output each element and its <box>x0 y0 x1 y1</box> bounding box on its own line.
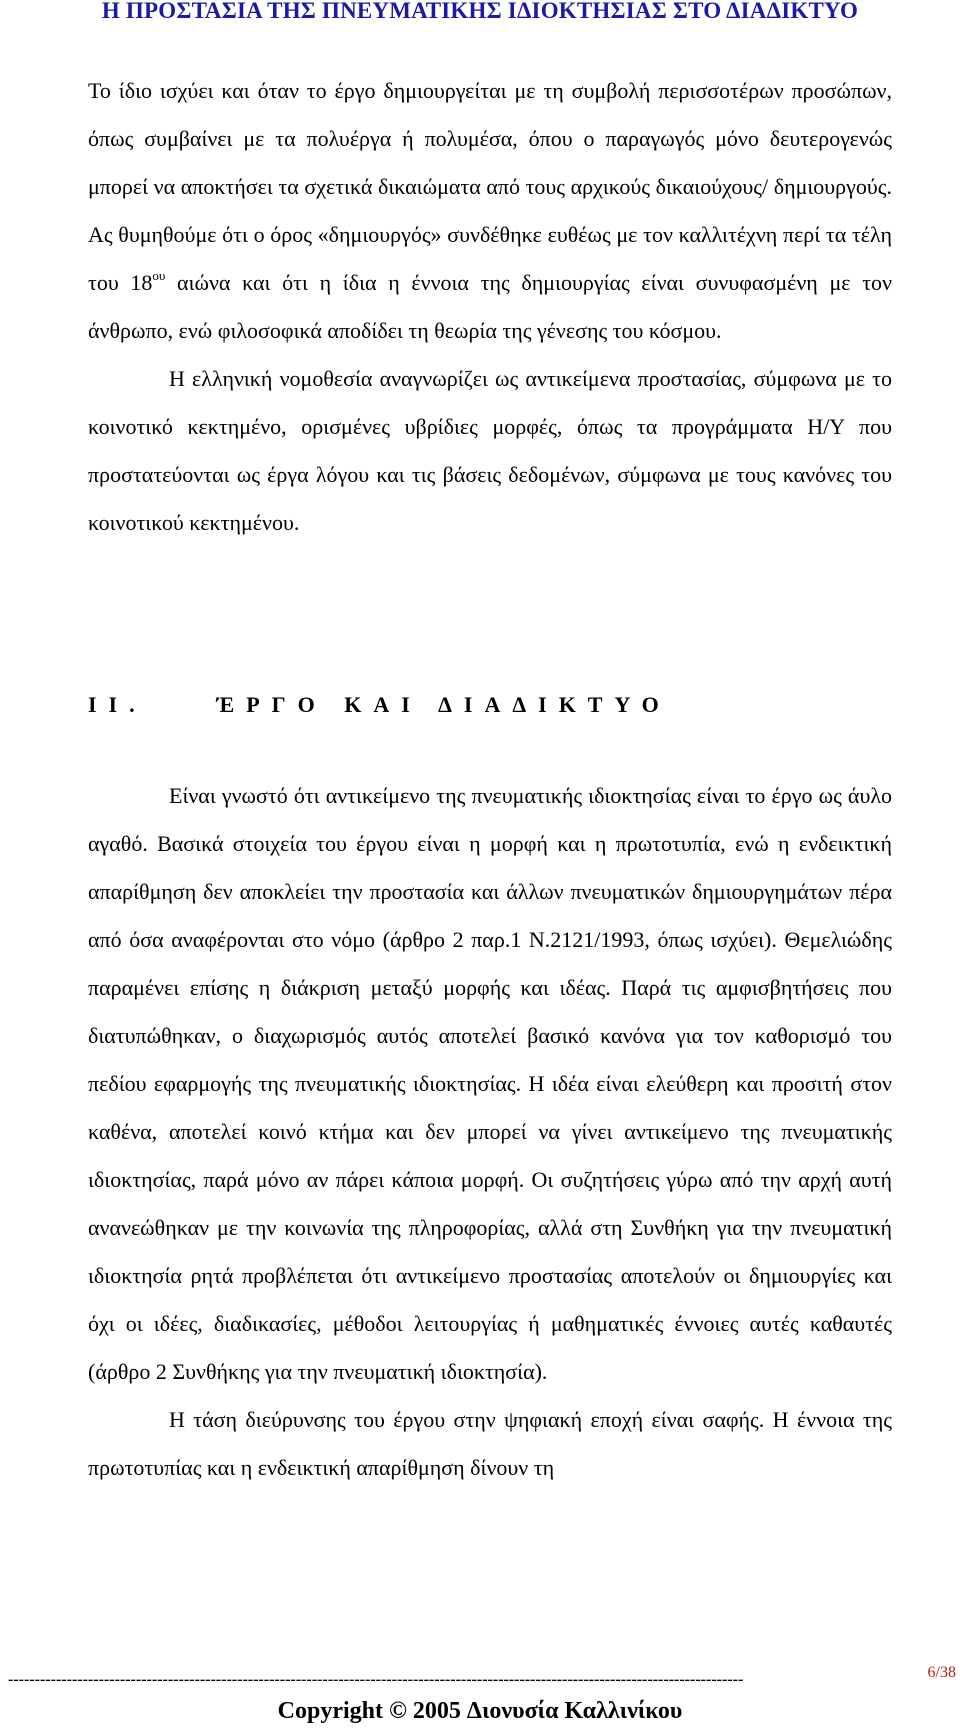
running-header: Η ΠΡΟΣΤΑΣΙΑ ΤΗΣ ΠΝΕΥΜΑΤΙΚΗΣ ΙΔΙΟΚΤΗΣΙΑΣ ΣΤΟ ΔΙΑΔΙΚΤΥΟ <box>101 0 859 22</box>
section-number: ΙΙ. <box>88 692 147 717</box>
footer-separator: ------------------------------------------------------------------------------------------------------------------------------------------ <box>8 1671 744 1688</box>
copyright-footer: Copyright © 2005 Διονυσία Καλλινίκου <box>277 1698 683 1724</box>
intro-paragraph-1 <box>88 67 892 355</box>
section-body <box>88 772 892 1492</box>
section-heading <box>88 692 671 718</box>
section-paragraph-2: Η τάση διεύρυνσης του έργου στην ψηφιακή εποχή είναι σαφής. Η έννοια της πρωτοτυπίας και η ενδεικτική απαρίθμηση δίνουν τη <box>88 1407 892 1480</box>
century-superscript: ου <box>152 268 166 283</box>
section-title: ΈΡΓΟ ΚΑΙ ΔΙΑΔΙΚΤΥΟ <box>216 692 671 717</box>
page-number: 6/38 <box>927 1664 956 1681</box>
intro-block <box>88 67 892 547</box>
intro-paragraph-1-text-end: αιώνα και ότι η ίδια η έννοια της δημιουργίας είναι συνυφασμένη με τον άνθρωπο, ενώ φιλοσοφικά αποδίδει τη θεωρία της γένεσης του κόσμου. <box>88 270 892 343</box>
section-paragraph-1: Είναι γνωστό ότι αντικείμενο της πνευματικής ιδιοκτησίας είναι το έργο ως άυλο αγαθό. Βασικά στοιχεία του έργου είναι η μορφή και η πρωτοτυπία, ενώ η ενδεικτική απαρίθμηση δεν αποκλείει την προστασία και άλλων πνευματικών δημιουργημάτων πέρα από όσα αναφέρονται στο νόμο (άρθρο 2 παρ.1 Ν.2121/1993, όπως ισχύει). Θεμελιώδης παραμένει επίσης η διάκριση μεταξύ μορφής και ιδέας. Παρά τις αμφισβητήσεις που διατυπώθηκαν, ο διαχωρισμός αυτός αποτελεί βασικό κανόνα για τον καθορισμό του πεδίου εφαρμογής της πνευματικής ιδιοκτησίας. Η ιδέα είναι ελεύθερη και προσιτή στον καθένα, αποτελεί κοινό κτήμα και δεν μπορεί να γίνει αντικείμενο της πνευματικής ιδιοκτησίας, παρά μόνο αν πάρει κάποια μορφή. Οι συζητήσεις γύρω από την αρχή αυτή ανανεώθηκαν με την κοινωνία της πληροφορίας, αλλά στη Συνθήκη για την πνευματική ιδιοκτησία ρητά προβλέπεται ότι αντικείμενο προστασίας αποτελούν οι δημιουργίες και όχι οι ιδέες, διαδικασίες, μέθοδοι λειτουργίας ή μαθηματικές έννοιες αυτές καθαυτές (άρθρο 2 Συνθήκης για την πνευματική ιδιοκτησία). <box>88 783 892 1384</box>
intro-paragraph-2: Η ελληνική νομοθεσία αναγνωρίζει ως αντικείμενα προστασίας, σύμφωνα με το κοινοτικό κεκτημένο, ορισμένες υβρίδιες μορφές, όπως τα προγράμματα Η/Υ που προστατεύονται ως έργα λόγου και τις βάσεις δεδομένων, σύμφωνα με τους κανόνες του κοινοτικού κεκτημένου. <box>88 366 892 535</box>
intro-paragraph-1-text: Το ίδιο ισχύει και όταν το έργο δημιουργείται με τη συμβολή περισσοτέρων προσώπων, όπως συμβαίνει με τα πολυέργα ή πολυμέσα, όπου ο παραγωγός μόνο δευτερογενώς μπορεί να αποκτήσει τα σχετικά δικαιώματα από τους αρχικούς δικαιούχους/ δημιουργούς. Ας θυμηθούμε ότι ο όρος «δημιουργός» συνδέθηκε ευθέως με τον καλλιτέχνη περί τα τέλη του 18 <box>88 78 892 295</box>
